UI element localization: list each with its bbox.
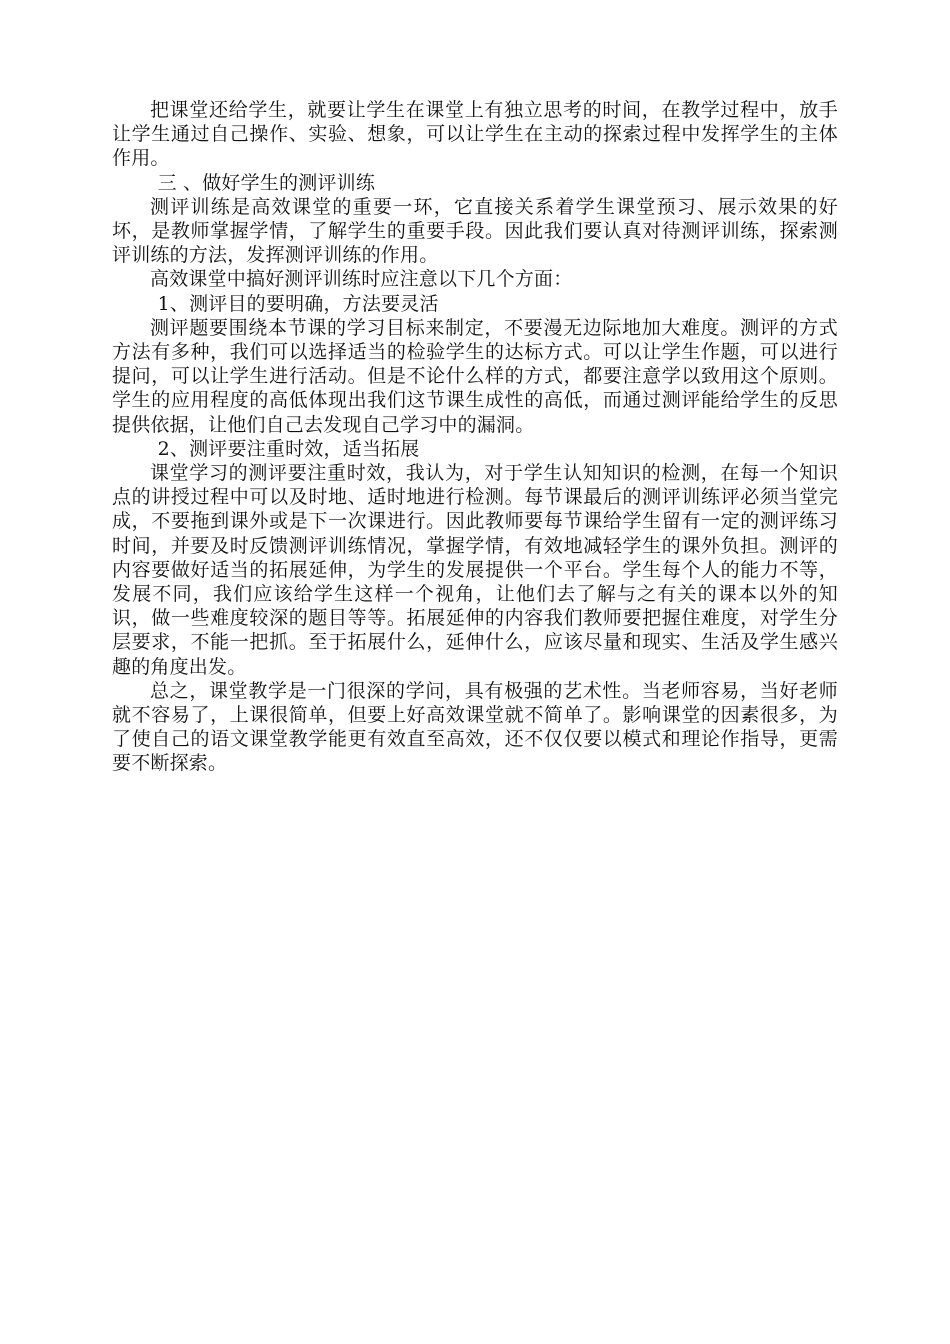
paragraph-assessment-intro: 测评训练是高效课堂的重要一环，它直接关系着学生课堂预习、展示效果的好坏，是教师掌握学情，了解学生的重要手段。因此我们要认真对待测评训练，探索测评训练的方法，发挥测评训练的作用。 bbox=[112, 195, 838, 267]
subheading-2: 2、测评要注重时效，适当拓展 bbox=[157, 437, 420, 460]
document-body bbox=[112, 98, 838, 776]
paragraph-goal-methods: 测评题要围绕本节课的学习目标来制定，不要漫无边际地加大难度。测评的方式方法有多种，我们可以选择适当的检验学生的达标方式。可以让学生作题，可以进行提问，可以让学生进行活动。但是不论什么样的方式，都要注意学以致用这个原则。学生的应用程度的高低体现出我们这节课生成性的高低，而通过测评能给学生的反思提供依据，让他们自己去发现自己学习中的漏洞。 bbox=[112, 316, 838, 436]
subheading-1: 1、测评目的要明确，方法要灵活 bbox=[157, 292, 439, 315]
section-heading-3: 三 、做好学生的测评训练 bbox=[157, 171, 376, 194]
paragraph-aspects-lead: 高效课堂中搞好测评训练时应注意以下几个方面： bbox=[150, 268, 573, 291]
paragraph-intro: 把课堂还给学生，就要让学生在课堂上有独立思考的时间，在教学过程中，放手让学生通过自己操作、实验、想象，可以让学生在主动的探索过程中发挥学生的主体作用。 bbox=[112, 99, 838, 170]
paragraph-timeliness: 课堂学习的测评要注重时效，我认为，对于学生认知知识的检测，在每一个知识点的讲授过程中可以及时地、适时地进行检测。每节课最后的测评训练评必须当堂完成，不要拖到课外或是下一次课进行。因此教师要每节课给学生留有一定的测评练习时间，并要及时反馈测评训练情况，掌握学情，有效地减轻学生的课外负担。测评的内容要做好适当的拓展延伸，为学生的发展提供一个平台。学生每个人的能力不等，发展不同，我们应该给学生这样一个视角，让他们去了解与之有关的课本以外的知识，做一些难度较深的题目等等。拓展延伸的内容我们教师要把握住难度，对学生分层要求，不能一把抓。至于拓展什么，延伸什么，应该尽量和现实、生活及学生感兴趣的角度出发。 bbox=[112, 462, 838, 678]
paragraph-conclusion: 总之，课堂教学是一门很深的学问，具有极强的艺术性。当老师容易，当好老师就不容易了，上课很简单，但要上好高效课堂就不简单了。影响课堂的因素很多，为了使自己的语文课堂教学能更有效直至高效，还不仅仅要以模式和理论作指导，更需要不断探索。 bbox=[112, 679, 838, 775]
